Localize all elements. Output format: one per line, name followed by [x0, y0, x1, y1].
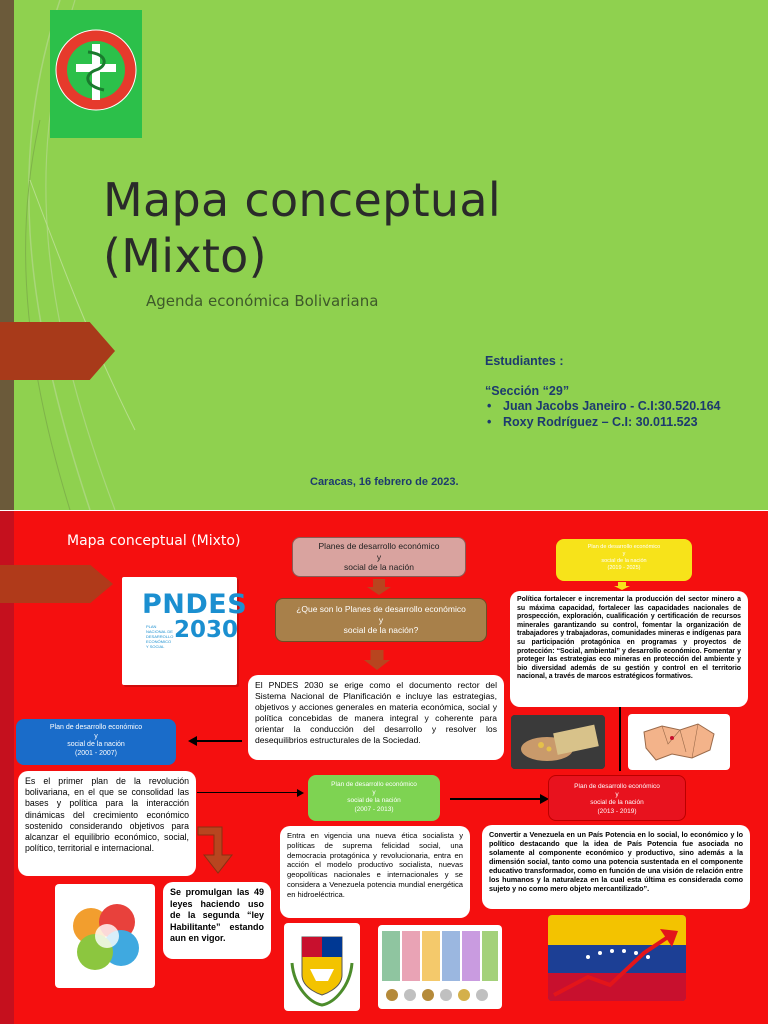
banknotes-coins-image	[378, 925, 502, 1009]
venezuela-coat-of-arms-image	[284, 923, 360, 1011]
connector-line	[197, 792, 297, 793]
box-line: social de la nación	[347, 797, 401, 805]
plan-2007-2013-box	[308, 775, 440, 821]
bent-arrow-connector	[196, 825, 236, 875]
box-line: ¿Que son lo Planes de desarrollo económico	[296, 604, 466, 614]
box-line: social de la nación	[67, 741, 125, 748]
down-arrow-connector	[367, 579, 391, 595]
venezuela-map-image	[628, 714, 730, 770]
plan-2019-2025-text: Política fortalecer e incrementar la producción del sector minero a su máxima capacidad, fortalecer las capacidades nacionales de prospección, exploración, cualificación y certificación de recursos minerales garantizando su control, fomentar la organización de trabajadores y trabajadoras, comunidades mineras e indígenas para su participación protagónica en programas y proyectos de protección: “Social, ambiental” y desarrollo económico. Fomentar y proteger las estrategias eco mineras en protección del ambiente y bio diversidad además de su gestión y control en el territorio nacional, a través de marcos estratégicos formativos.	[510, 591, 748, 707]
pndes-subtitle: PLAN NACIONAL DE DESARROLLO ECONÓMICO Y SOCIAL	[146, 624, 174, 649]
connector-line	[619, 705, 621, 771]
box-line: Plan de desarrollo económico	[587, 544, 661, 550]
plan-2007-2013-text: Entra en vigencia una nueva ética socialista y políticas de suprema felicidad social, una democracia protagónica y revolucionaria, entra en acción el modelo productivo socialista, nuevas geopolíticas nacionales e internacionales y se considera a Venezuela potencia mundial energética en hidroeléctrica.	[280, 826, 470, 918]
student-item: • Roxy Rodríguez – C.I: 30.011.523	[485, 415, 720, 431]
box-line: y	[94, 732, 98, 740]
plan-years: (2019 - 2025)	[607, 565, 641, 571]
box-line: social de la nación?	[343, 625, 419, 635]
down-arrow-connector	[364, 650, 390, 670]
box-line: Plan de desarrollo económico	[49, 724, 143, 731]
connector-line	[450, 798, 542, 800]
section-label: “Sección “29”	[485, 383, 570, 398]
laws-text: Se promulgan las 49 leyes haciendo uso de la segunda “ley Habilitante” estando aun en vigor.	[163, 882, 271, 959]
students-block	[485, 354, 720, 430]
pndes-logo-card	[122, 577, 248, 685]
title-line-1: Mapa conceptual	[103, 173, 501, 227]
box-line: Planes de desarrollo económico	[318, 541, 440, 551]
box-line: y	[615, 791, 619, 799]
pndes-year: 2030	[174, 617, 239, 643]
box-line: y	[378, 614, 384, 625]
plan-years: (2001 - 2007)	[74, 749, 118, 757]
concept-root-box	[292, 537, 466, 577]
students-label: Estudiantes :	[485, 354, 564, 368]
box-line: social de la nación	[590, 799, 644, 807]
slide-heading: Mapa conceptual (Mixto)	[67, 533, 241, 549]
date-location: Caracas, 16 febrero de 2023.	[310, 476, 459, 488]
pndes-definition: El PNDES 2030 se erige como el documento rector del Sistema Nacional de Planificación e incluye las estrategias, objetivos y acciones generales en materia económica, social y política concebidas de manera integral y coherente para orientar la conducción del desarrollo y resolver los desequilibrios estructurales de la Sociedad.	[248, 675, 504, 760]
box-line: y	[622, 551, 626, 557]
box-line: y	[372, 789, 376, 797]
slide-title	[103, 172, 501, 284]
colorful-puzzle-image	[55, 884, 155, 988]
plan-years: (2007 - 2013)	[354, 805, 394, 813]
venezuela-flag-growth-image	[548, 915, 686, 1001]
connector-line	[196, 740, 242, 742]
title-line-2: (Mixto)	[103, 229, 267, 283]
student-item: • Juan Jacobs Janeiro - C.I:30.520.164	[485, 399, 720, 415]
plan-2013-2019-text: Convertir a Venezuela en un País Potencia en lo social, lo económico y lo político destacando que la idea de País Potencia fue asociada no solamente al componente económico y productivo, sino además a la dimensión social, tanto como una potencia sustentada en el componente educativo transformador, como en función de una visión de relación entre los humanos y la naturaleza en la cual esta última es considerada como sujeto y no como mero objeto mercantilizado”.	[482, 825, 750, 909]
box-line: Plan de desarrollo económico	[574, 783, 660, 790]
decorative-arrow-shape	[0, 565, 113, 603]
plan-2019-2025-box	[556, 539, 692, 581]
question-box	[275, 598, 487, 642]
institution-logo	[50, 10, 142, 138]
down-arrow-connector	[614, 582, 630, 590]
plan-2001-2007-box	[16, 719, 176, 765]
plan-2001-2007-text: Es el primer plan de la revolución bolivariana, en el que se consolidad las bases y política para la interacción dinámicas del crecimiento económico sostenido considerando objetivos para alcanzar el equilibrio económico, social, político, territorial e internacional.	[18, 771, 196, 876]
plan-2013-2019-box	[548, 775, 686, 821]
box-line: y	[376, 551, 382, 562]
arrow-head-left	[188, 736, 197, 746]
plan-years: (2013 - 2019)	[597, 807, 637, 815]
medical-caduceus-seal-icon	[52, 14, 140, 134]
pndes-title: PNDES	[142, 589, 248, 620]
box-line: Plan de desarrollo económico	[331, 781, 417, 788]
title-slide	[0, 0, 768, 510]
box-line: social de la nación	[344, 562, 414, 572]
slide-subtitle: Agenda económica Bolivariana	[146, 292, 379, 310]
mining-gold-hands-image	[511, 715, 605, 769]
box-line: social de la nación	[601, 558, 647, 564]
arrow-head-right	[297, 789, 304, 797]
concept-map-slide	[0, 511, 768, 1024]
